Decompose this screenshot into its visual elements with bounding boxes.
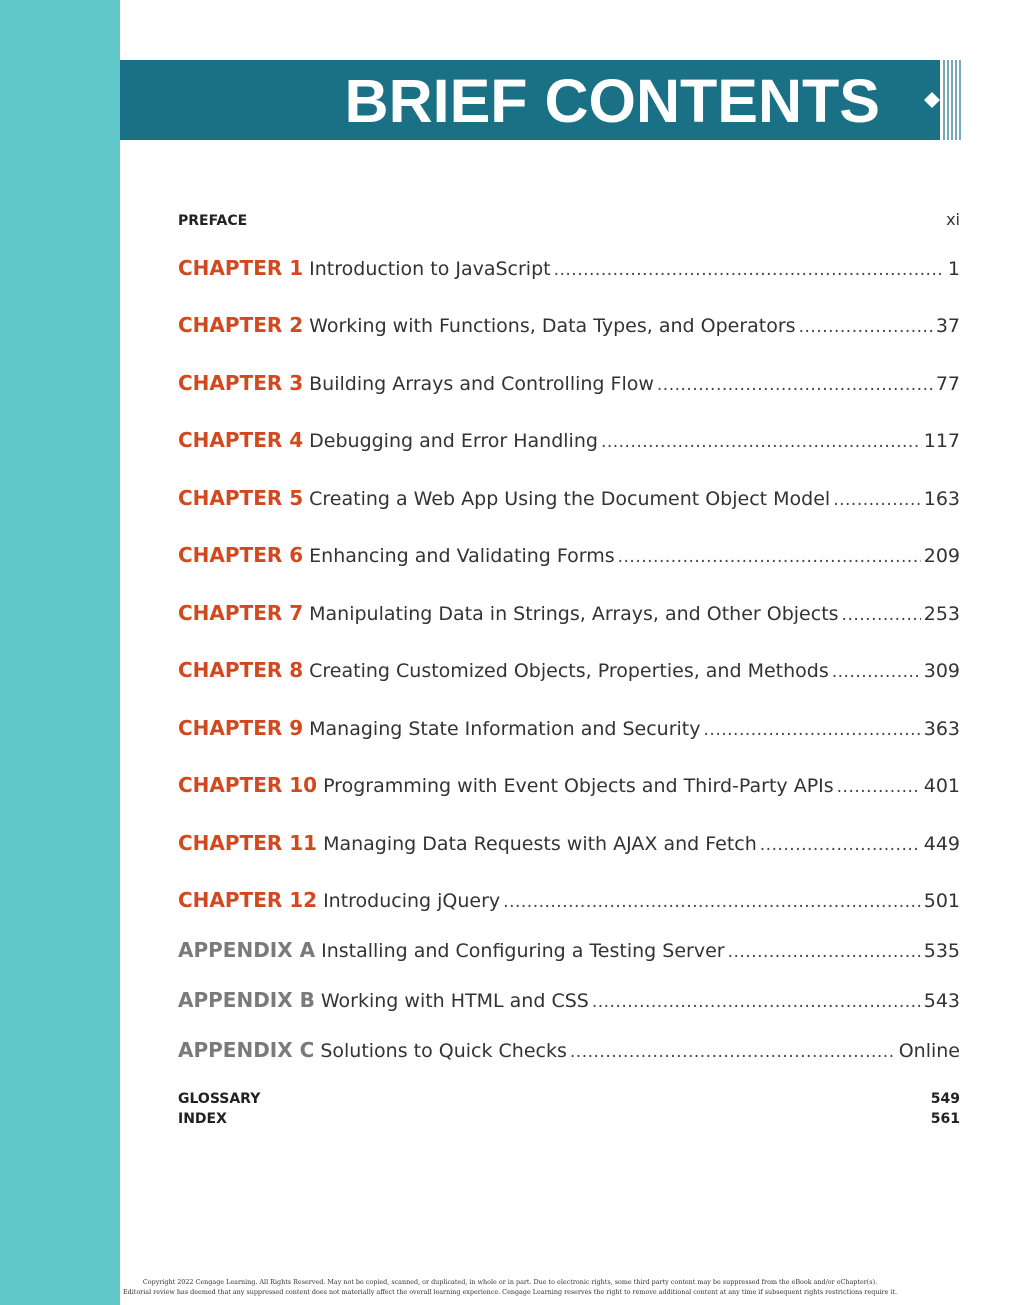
toc-entry-chapter-3[interactable] — [178, 371, 960, 395]
entry-label: APPENDIX A — [178, 938, 316, 962]
entry-title: Installing and Configuring a Testing Server — [321, 940, 725, 962]
entry-label: CHAPTER 7 — [178, 601, 304, 625]
dot-leader — [833, 490, 921, 510]
entry-title: Managing Data Requests with AJAX and Fetch — [323, 833, 757, 855]
entry-label: CHAPTER 12 — [178, 888, 318, 912]
entry-title: Creating a Web App Using the Document Object Model — [309, 488, 831, 510]
copyright-line-1: Copyright 2022 Cengage Learning. All Rights Reserved. May not be copied, scanned, or duplicated, in whole or in part. Due to electronic rights, some third party content may be suppressed from the eBook and/or eChapter(s). — [142, 1278, 878, 1286]
entry-label: CHAPTER 3 — [178, 371, 304, 395]
entry-page: 543 — [923, 990, 960, 1012]
entry-page: 77 — [935, 373, 960, 395]
toc-entry-chapter-12[interactable] — [178, 888, 960, 912]
dot-leader — [760, 835, 921, 855]
dot-leader — [657, 375, 933, 395]
entry-page: 209 — [923, 545, 960, 567]
entry-title: Debugging and Error Handling — [309, 430, 598, 452]
toc-entry-chapter-10[interactable] — [178, 773, 960, 797]
entry-label: CHAPTER 9 — [178, 716, 304, 740]
entry-title: Managing State Information and Security — [309, 718, 701, 740]
entry-label: APPENDIX C — [178, 1038, 315, 1062]
entry-label: CHAPTER 11 — [178, 831, 318, 855]
entry-label: APPENDIX B — [178, 988, 315, 1012]
dot-leader — [554, 260, 945, 280]
entry-title: Introducing jQuery — [323, 890, 501, 912]
entry-page: 163 — [923, 488, 960, 510]
dot-leader — [503, 892, 921, 912]
entry-label: CHAPTER 1 — [178, 256, 304, 280]
glossary-label: GLOSSARY — [178, 1091, 261, 1107]
toc-entry-chapter-1[interactable] — [178, 256, 960, 280]
preface-page: xi — [946, 210, 960, 229]
entry-page: 535 — [923, 940, 960, 962]
dot-leader — [837, 777, 921, 797]
toc-entry-appendix-a[interactable] — [178, 938, 960, 962]
title-banner — [120, 60, 940, 140]
entry-title: Programming with Event Objects and Third-Party APIs — [323, 775, 834, 797]
glossary-page: 549 — [930, 1091, 960, 1107]
index-label: INDEX — [178, 1111, 227, 1127]
entry-page: Online — [898, 1040, 960, 1062]
entry-title: Solutions to Quick Checks — [320, 1040, 567, 1062]
toc-entry-chapter-7[interactable] — [178, 601, 960, 625]
toc-entry-chapter-6[interactable] — [178, 543, 960, 567]
dot-leader — [728, 942, 921, 962]
toc-entry-appendix-c[interactable] — [178, 1038, 960, 1062]
entry-title: Introduction to JavaScript — [309, 258, 551, 280]
entry-page: 117 — [923, 430, 960, 452]
entry-label: CHAPTER 5 — [178, 486, 304, 510]
entry-title: Manipulating Data in Strings, Arrays, and Other Objects — [309, 603, 839, 625]
dot-leader — [601, 432, 921, 452]
index-row[interactable] — [178, 1111, 960, 1127]
toc-entry-chapter-5[interactable] — [178, 486, 960, 510]
glossary-row[interactable] — [178, 1091, 960, 1107]
toc-entry-chapter-4[interactable] — [178, 428, 960, 452]
entry-page: 401 — [923, 775, 960, 797]
entry-page: 363 — [923, 718, 960, 740]
toc-entry-chapter-9[interactable] — [178, 716, 960, 740]
preface-row[interactable] — [178, 210, 960, 229]
banner-ornament-icon — [920, 58, 962, 142]
preface-label: PREFACE — [178, 213, 248, 229]
entry-page: 309 — [923, 660, 960, 682]
entry-title: Creating Customized Objects, Properties, and Methods — [309, 660, 829, 682]
dot-leader — [832, 662, 921, 682]
toc-entry-appendix-b[interactable] — [178, 988, 960, 1012]
toc-entry-chapter-8[interactable] — [178, 658, 960, 682]
dot-leader — [570, 1042, 896, 1062]
entry-page: 449 — [923, 833, 960, 855]
dot-leader — [618, 547, 921, 567]
page-title: BRIEF CONTENTS — [344, 67, 880, 135]
entry-page: 1 — [947, 258, 960, 280]
entry-page: 253 — [923, 603, 960, 625]
dot-leader — [704, 720, 921, 740]
entry-title: Working with HTML and CSS — [320, 990, 589, 1012]
entry-title: Enhancing and Validating Forms — [309, 545, 615, 567]
copyright-footer — [110, 1277, 910, 1297]
entry-label: CHAPTER 2 — [178, 313, 304, 337]
entry-title: Working with Functions, Data Types, and Operators — [309, 315, 796, 337]
dot-leader — [842, 605, 921, 625]
copyright-line-2: Editorial review has deemed that any suppressed content does not materially affect the overall learning experience. Cengage Learning reserves the right to remove additional content at any time if subsequent rights restrictions require it. — [122, 1288, 898, 1296]
dot-leader — [592, 992, 921, 1012]
toc-entry-chapter-2[interactable] — [178, 313, 960, 337]
entry-label: CHAPTER 6 — [178, 543, 304, 567]
dot-leader — [799, 317, 933, 337]
index-page: 561 — [930, 1111, 960, 1127]
entry-page: 37 — [935, 315, 960, 337]
entry-label: CHAPTER 10 — [178, 773, 318, 797]
entry-title: Building Arrays and Controlling Flow — [309, 373, 654, 395]
toc-entry-chapter-11[interactable] — [178, 831, 960, 855]
sidebar-band — [0, 0, 120, 1305]
entry-page: 501 — [923, 890, 960, 912]
entry-label: CHAPTER 8 — [178, 658, 304, 682]
entry-label: CHAPTER 4 — [178, 428, 304, 452]
